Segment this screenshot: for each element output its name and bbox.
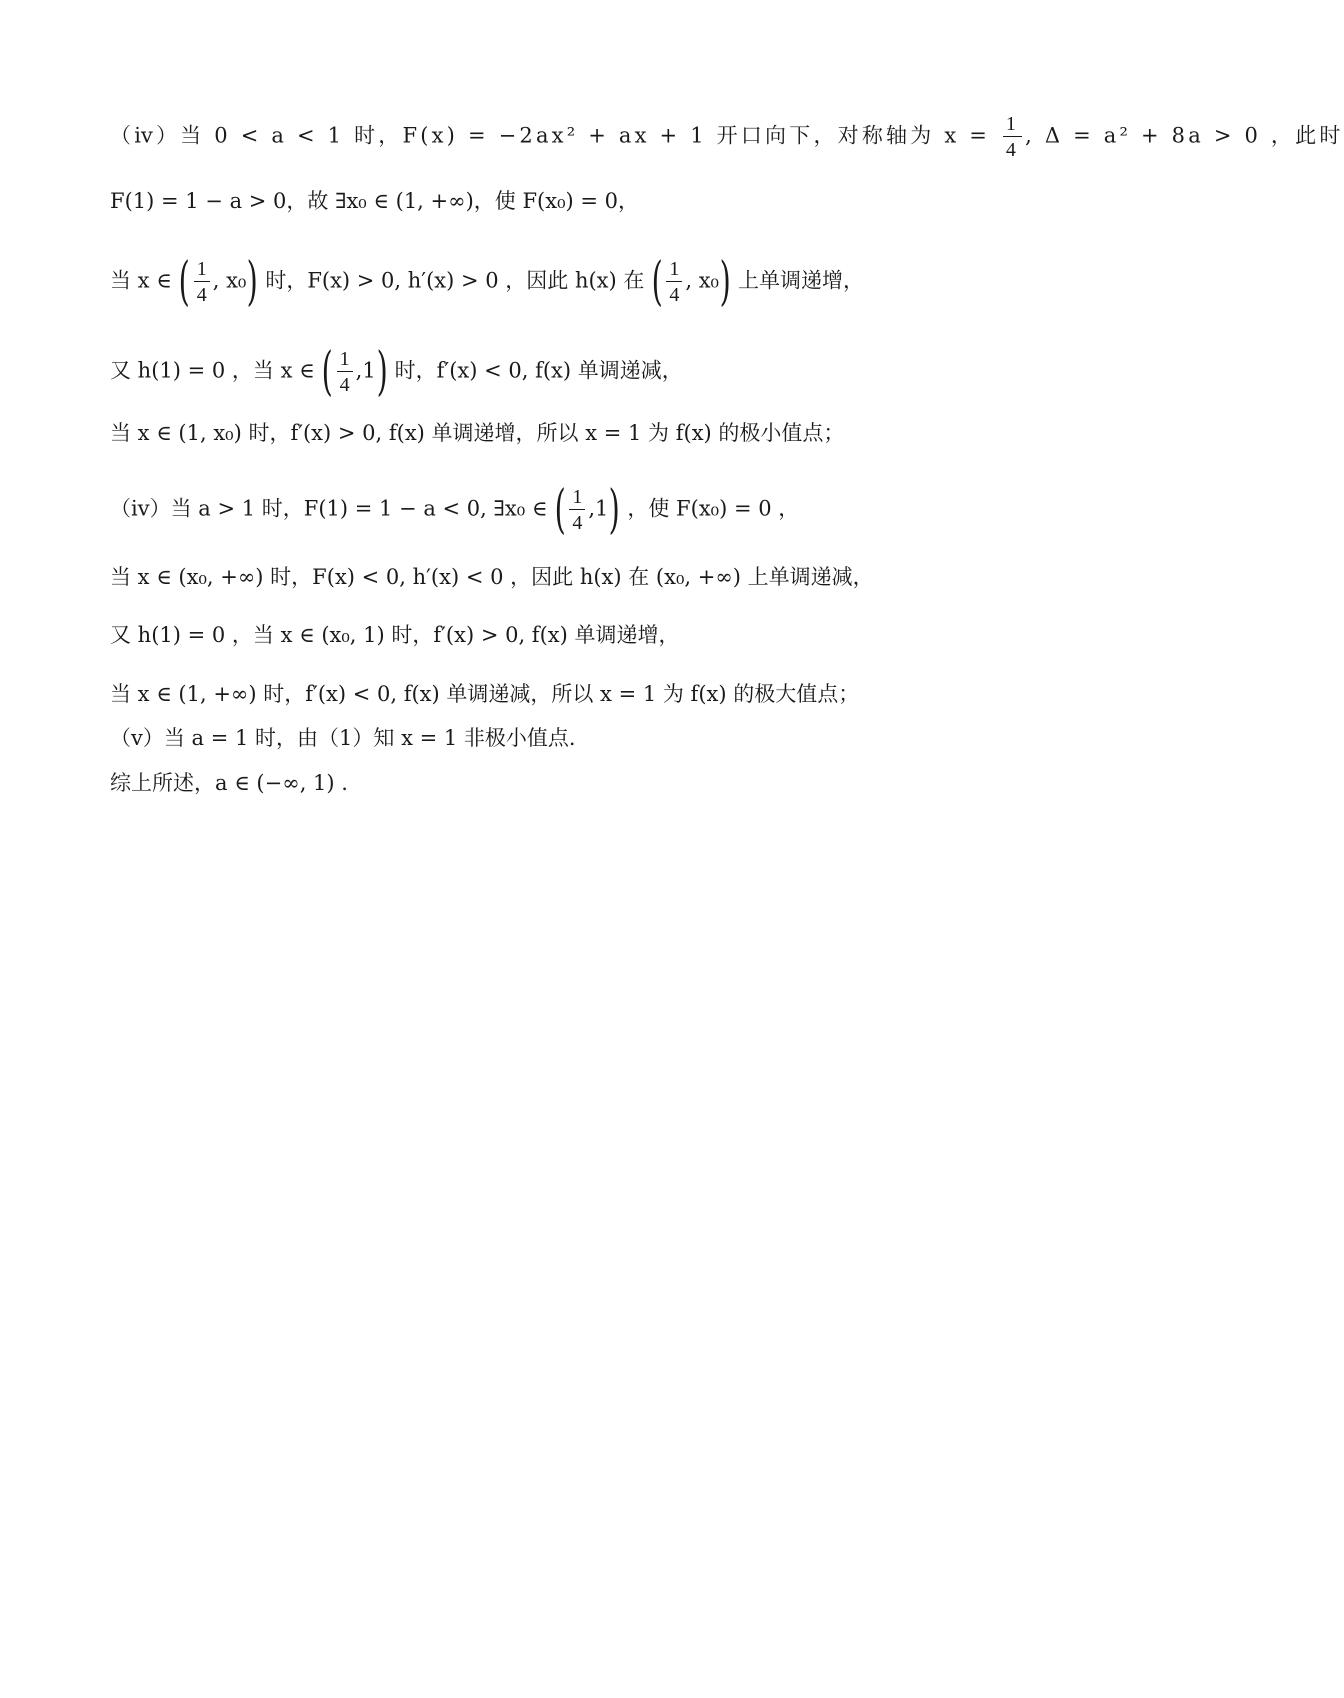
solution-line-3	[110, 252, 1140, 312]
left-paren: (	[178, 252, 191, 312]
solution-line-9	[110, 679, 1140, 709]
solution-line-2	[110, 186, 1140, 216]
line-11-text: 综上所述，a ∈ (−∞, 1) .	[110, 771, 348, 795]
solution-line-4	[110, 342, 1140, 402]
right-paren: )	[719, 252, 731, 312]
fraction-one-quarter: $\frac{1}{4}$	[1003, 114, 1022, 160]
line-3-text-b: 时，F(x) > 0, h′(x) > 0 ，因此 h(x) 在	[258, 268, 652, 293]
solution-line-1	[110, 113, 1344, 161]
solution-line-5	[110, 418, 1140, 448]
solution-line-7	[110, 562, 1140, 592]
interval-end: ,1	[355, 358, 376, 383]
fraction-one-quarter: $\frac{1}{4}$	[194, 259, 210, 305]
line-4-text-b: 时，f′(x) < 0, f(x) 单调递减，	[387, 358, 683, 383]
right-paren: )	[608, 480, 621, 540]
fraction-one-quarter: $\frac{1}{4}$	[337, 349, 353, 395]
line-7-text: 当 x ∈ (x₀, +∞) 时，F(x) < 0, h′(x) < 0 ，因此 h(x) 在 (x₀, +∞) 上单调递减，	[110, 565, 874, 589]
interval-end: , x₀	[212, 268, 247, 293]
right-paren: )	[376, 342, 388, 402]
interval-end: ,1	[588, 496, 609, 521]
left-paren: (	[651, 252, 663, 312]
line-1-text-a: （ⅳ）当 0 < a < 1 时，F(x) = −2ax² + ax + 1 开口向下，对称轴为 x =	[110, 123, 1000, 148]
line-9-text: 当 x ∈ (1, +∞) 时，f′(x) < 0, f(x) 单调递减，所以 x = 1 为 f(x) 的极大值点；	[110, 682, 860, 706]
line-3-text-a: 当 x ∈	[110, 268, 179, 293]
fraction-one-quarter: $\frac{1}{4}$	[666, 259, 682, 305]
line-3-text-c: 上单调递增，	[731, 268, 864, 293]
line-8-text: 又 h(1) = 0 ，当 x ∈ (x₀, 1) 时，f′(x) > 0, f(x) 单调递增，	[110, 623, 680, 647]
line-6-text-a: （ⅳ）当 a > 1 时，F(1) = 1 − a < 0, ∃x₀ ∈	[110, 496, 555, 521]
line-2-text: F(1) = 1 − a > 0，故 ∃x₀ ∈ (1, +∞)，使 F(x₀) = 0，	[110, 189, 640, 213]
solution-line-10	[110, 723, 1140, 753]
fraction-one-quarter: $\frac{1}{4}$	[569, 487, 585, 533]
line-6-text-b: ，使 F(x₀) = 0 ，	[620, 496, 800, 521]
solution-line-6	[110, 480, 1140, 540]
line-1-text-b: , Δ = a² + 8a > 0 ，此时	[1025, 123, 1344, 148]
left-paren: (	[554, 480, 566, 540]
right-paren: )	[246, 252, 259, 312]
interval-end: , x₀	[685, 268, 719, 293]
solution-line-11	[110, 768, 1140, 798]
solution-line-8	[110, 620, 1140, 650]
left-paren: (	[321, 342, 334, 402]
line-4-text-a: 又 h(1) = 0 ，当 x ∈	[110, 358, 322, 383]
line-5-text: 当 x ∈ (1, x₀) 时，f′(x) > 0, f(x) 单调递增，所以 x = 1 为 f(x) 的极小值点；	[110, 421, 845, 445]
line-10-text: （ⅴ）当 a = 1 时，由（1）知 x = 1 非极小值点.	[110, 726, 576, 750]
